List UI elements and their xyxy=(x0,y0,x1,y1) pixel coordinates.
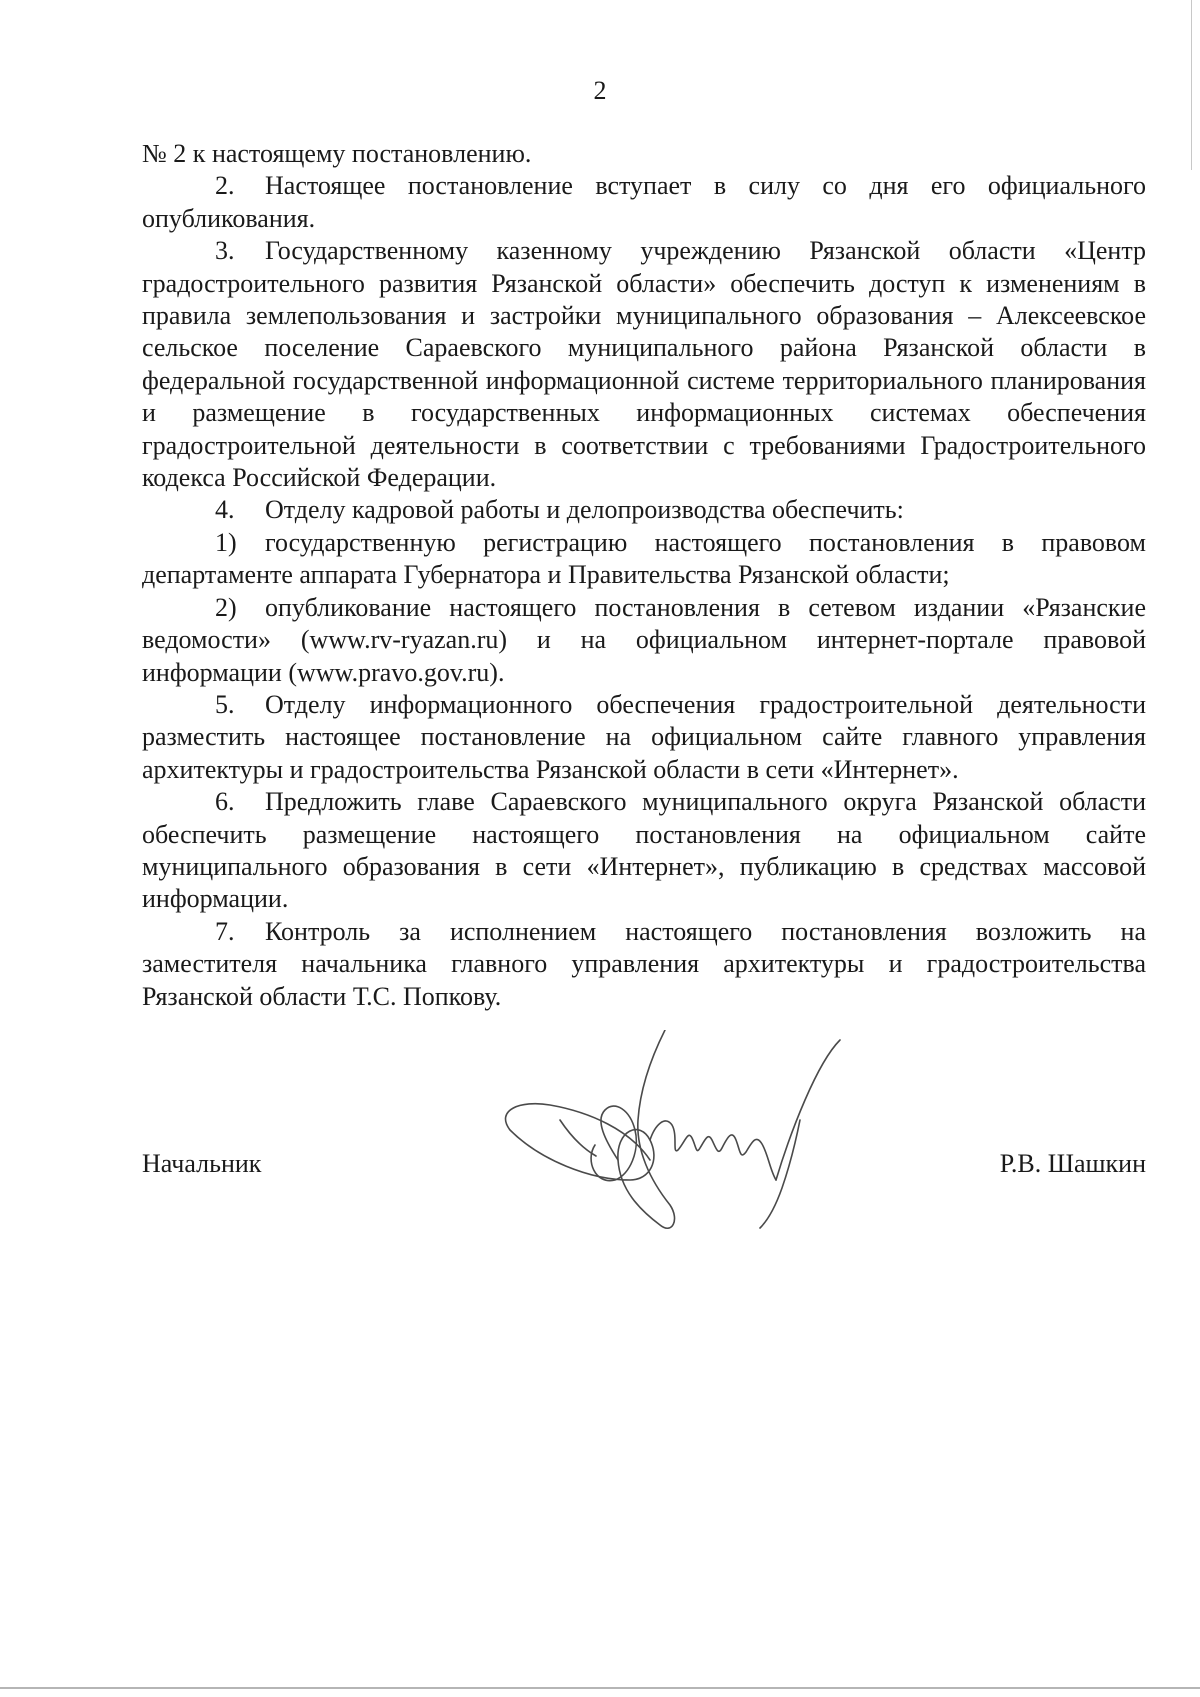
scan-edge-bottom xyxy=(0,1687,1200,1689)
handwritten-signature xyxy=(500,1030,900,1250)
paragraph-number: 4. xyxy=(215,495,235,525)
paragraph-text: государственную регистрацию настоящего постановления в правовом департаменте аппарата Губернатора и Правительства Рязанской области; xyxy=(142,527,1146,590)
page-number: 2 xyxy=(593,76,607,105)
paragraph-number: 2. xyxy=(215,171,235,201)
paragraph-number: 6. xyxy=(215,787,235,817)
paragraph-item-3 xyxy=(142,235,1146,494)
paragraph-item-5 xyxy=(142,689,1146,786)
signer-title: Начальник xyxy=(142,1149,262,1178)
paragraph-text: Контроль за исполнением настоящего постановления возложить на заместителя начальника главного управления архитектуры и градостроительства Рязанской области Т.С. Попкову. xyxy=(142,916,1146,1011)
paragraph-text: Предложить главе Сараевского муниципального округа Рязанской области обеспечить размещение настоящего постановления на официальном сайте муниципального образования в сети «Интернет», публикацию в средствах массовой информации. xyxy=(142,787,1146,914)
paragraph-number: 5. xyxy=(215,689,235,719)
paragraph-text: Настоящее постановление вступает в силу со дня его официального опубликования. xyxy=(142,171,1146,233)
paragraph-item-7 xyxy=(142,916,1146,1013)
paragraph-text: Отделу информационного обеспечения градостроительной деятельности разместить настоящее постановление на официальном сайте главного управления архитектуры и градостроительства Рязанской области в сети «Интернет». xyxy=(142,689,1146,784)
paragraph-item-4 xyxy=(142,494,1146,526)
paragraph-number: 2) xyxy=(215,592,237,622)
paragraph-text: № 2 к настоящему постановлению. xyxy=(142,139,532,168)
paragraph-item-6 xyxy=(142,786,1146,916)
paragraph-number: 1) xyxy=(215,527,237,557)
paragraph-text: Отделу кадровой работы и делопроизводства обеспечить: xyxy=(265,495,904,525)
paragraph-continuation xyxy=(142,138,1146,170)
paragraph-item-2 xyxy=(142,170,1146,235)
signer-name: Р.В. Шашкин xyxy=(999,1149,1146,1178)
paragraph-number: 3. xyxy=(215,236,235,266)
paragraph-number: 7. xyxy=(215,916,235,946)
document-body xyxy=(142,138,1146,1013)
paragraph-text: Государственному казенному учреждению Рязанской области «Центр градостроительного развития Рязанской области» обеспечить доступ к изменениям в правила землепользования и застройки муниципального образования – Алексеевское сельское поселение Сараевского муниципального района Рязанской области в федеральной государственной информационной системе территориального планирования и размещение в государственных информационных системах обеспечения градостроительной деятельности в соответствии с требованиями Градостроительного кодекса Российской Федерации. xyxy=(142,236,1146,493)
paragraph-text: опубликование настоящего постановления в сетевом издании «Рязанские ведомости» (www.rv-ryazan.ru) и на официальном интернет-портале правовой информации (www.pravo.gov.ru). xyxy=(142,592,1146,687)
paragraph-subitem-2 xyxy=(142,592,1146,689)
paragraph-subitem-1 xyxy=(142,527,1146,592)
